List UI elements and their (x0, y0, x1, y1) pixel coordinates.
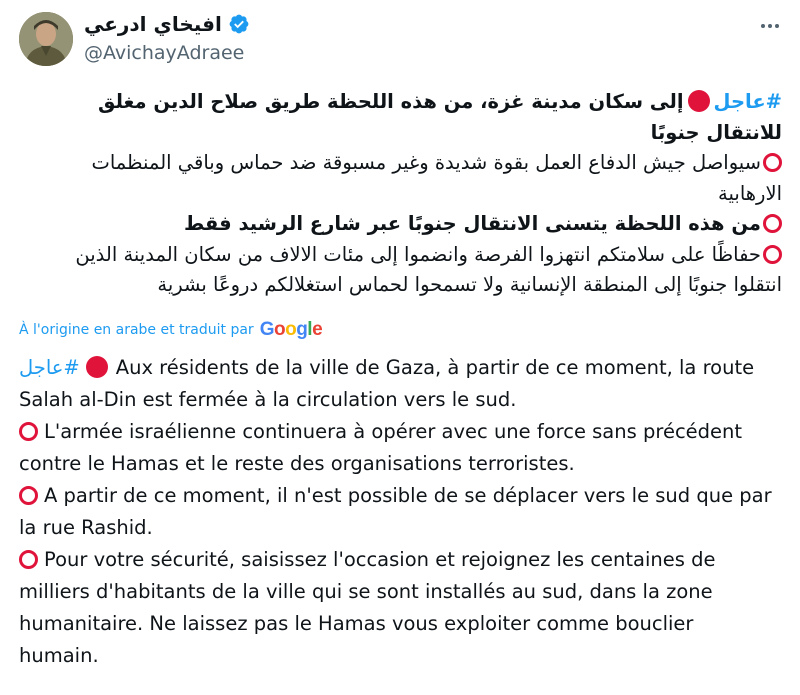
author-handle[interactable]: @AvichayAdraee (84, 42, 245, 64)
hollow-red-circle-icon (19, 486, 38, 505)
verified-badge-icon (228, 13, 250, 35)
arabic-post-text (22, 87, 782, 301)
hollow-red-circle-icon (763, 245, 782, 264)
translation-attribution[interactable] (19, 319, 322, 341)
arabic-line-2: سيواصل جيش الدفاع العمل بقوة شديدة وغير مسبوقة ضد حماس وباقي المنظمات الارهابية (91, 151, 782, 205)
red-circle-icon (86, 356, 108, 378)
red-circle-icon (688, 90, 710, 112)
avatar[interactable] (19, 12, 73, 66)
arabic-line-3: من هذه اللحظة يتسنى الانتقال جنوبًا عبر شارع الرشيد فقط (22, 209, 782, 240)
arabic-line-1: #عاجلإلى سكان مدينة غزة، من هذه اللحظة طريق صلاح الدين مغلق للانتقال جنوبًا (98, 90, 782, 144)
hollow-red-circle-icon (19, 422, 38, 441)
author-name-row (84, 12, 250, 36)
hollow-red-circle-icon (763, 214, 782, 233)
arabic-line-4: حفاظًا على سلامتكم انتهزوا الفرصة وانضموا إلى مئات الالاف من سكان المدينة الذين انتقلوا جنوبًا إلى المنطقة الإنسانية ولا تسمحوا لحماس استغلالكم دروعًا بشرية (75, 242, 782, 296)
google-logo: Google (259, 319, 323, 340)
hollow-red-circle-icon (763, 153, 782, 172)
avatar-image (19, 12, 73, 66)
french-hashtag[interactable]: #عاجل (19, 356, 80, 379)
arabic-hashtag[interactable]: #عاجل (713, 90, 782, 113)
french-para-2: L'armée israélienne continuera à opérer avec une force sans précédent contre le Hamas et le reste des organisations terroristes. (19, 420, 743, 475)
french-para-1: #عاجل Aux résidents de la ville de Gaza, à partir de ce moment, la route Salah al-Din est fermée à la circulation vers le sud. (19, 356, 755, 411)
author-display-name[interactable]: افيخاي ادرعي (84, 12, 222, 36)
french-para-3: A partir de ce moment, il n'est possible de se déplacer vers le sud que par la rue Rashid. (19, 484, 772, 539)
hollow-red-circle-icon (19, 550, 38, 569)
more-options-icon[interactable] (758, 14, 782, 38)
french-translation-text (19, 352, 779, 672)
translation-label: À l'origine en arabe et traduit par (19, 322, 254, 338)
french-para-4: Pour votre sécurité, saisissez l'occasion et rejoignez les centaines de milliers d'habitants de la ville qui se sont installés au sud, dans la zone humanitaire. Ne laissez pas le Hamas vous exploiter comme bouclier humain. (19, 548, 716, 667)
